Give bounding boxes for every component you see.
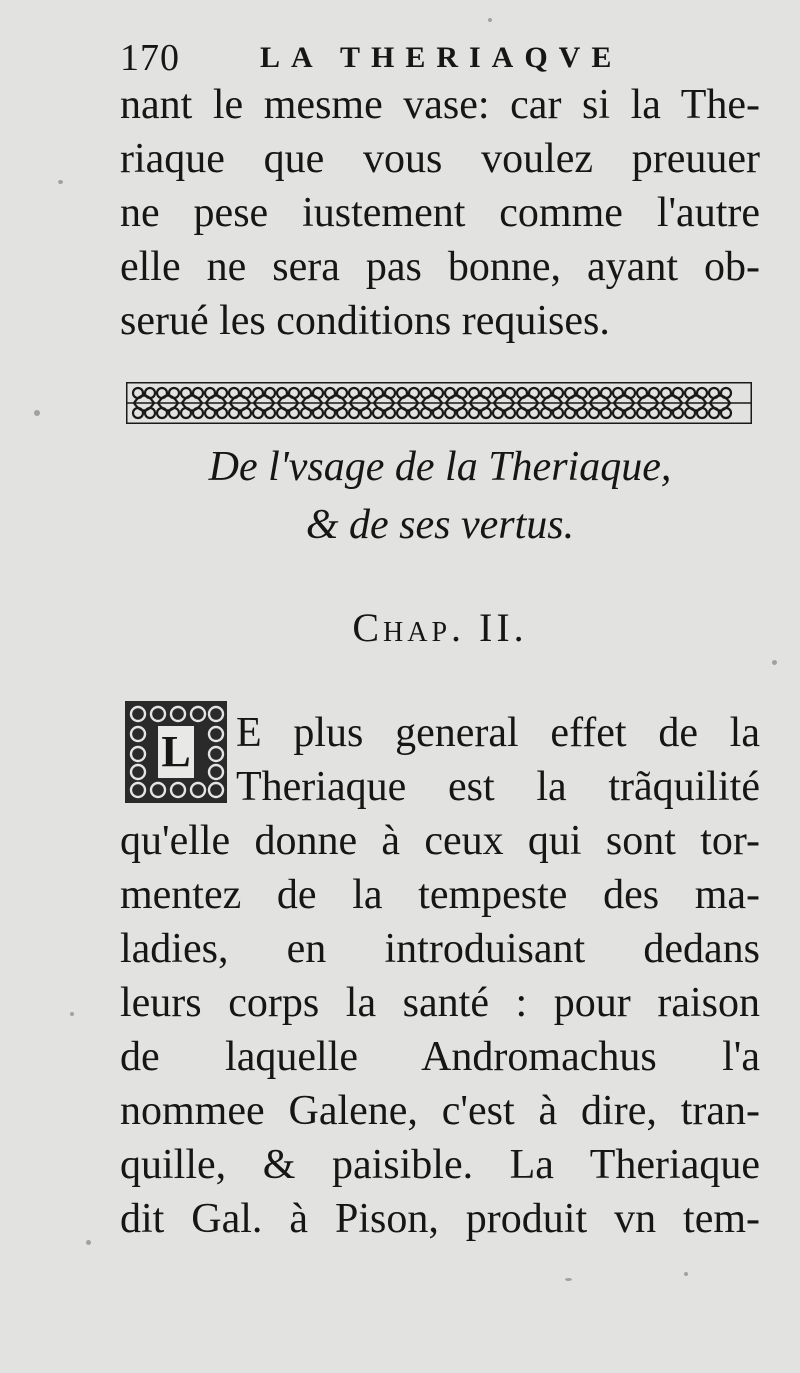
text-line: ladies, en introduisant dedans: [120, 926, 760, 972]
chapter-heading: Chap. II.: [352, 605, 528, 650]
decorated-initial: [124, 700, 228, 804]
text-line: qu'elle donne à ceux qui sont tor-: [120, 818, 760, 864]
text-line: ne pese iustement comme l'autre: [120, 190, 760, 236]
text-line: elle ne sera pas bonne, ayant ob-: [120, 244, 760, 290]
paper-speck: [70, 1012, 74, 1016]
paragraph-body: [120, 814, 760, 1246]
paper-speck: [565, 1278, 572, 1281]
text-line: mentez de la tempeste des ma-: [120, 872, 760, 918]
text-line: riaque que vous voulez preuuer: [120, 136, 760, 182]
running-header: [120, 36, 760, 80]
paper-speck: [684, 1272, 688, 1276]
running-title: LA THERIAQVE: [260, 41, 623, 74]
paper-speck: [488, 18, 492, 22]
text-line: de laquelle Andromachus l'a: [120, 1034, 760, 1080]
text-line: quille, & paisible. La Theriaque: [120, 1142, 760, 1188]
paper-speck: [86, 1240, 91, 1245]
text-line: leurs corps la santé : pour raison: [120, 980, 760, 1026]
text-line: serué les conditions requises.: [120, 298, 610, 344]
page-number: 170: [120, 37, 180, 79]
text-line: nant le mesme vase: car si la The-: [120, 82, 760, 128]
paragraph-opening-lines: [236, 706, 760, 814]
text-line: E plus general effet de la: [236, 710, 760, 756]
initial-letter: L: [158, 726, 194, 778]
text-line: Theriaque est la trãquilité: [236, 764, 760, 810]
section-title-line: De l'vsage de la Theriaque,: [208, 444, 672, 490]
paper-speck: [772, 660, 777, 665]
section-title: [120, 438, 760, 554]
paragraph-continued: [120, 78, 760, 348]
ornamental-border-band: [126, 382, 752, 424]
text-line: nommee Galene, c'est à dire, tran-: [120, 1088, 760, 1134]
section-title-line: & de ses vertus.: [305, 502, 575, 548]
text-line: dit Gal. à Pison, produit vn tem-: [120, 1196, 760, 1242]
paper-speck: [58, 180, 63, 184]
paper-speck: [34, 410, 40, 416]
